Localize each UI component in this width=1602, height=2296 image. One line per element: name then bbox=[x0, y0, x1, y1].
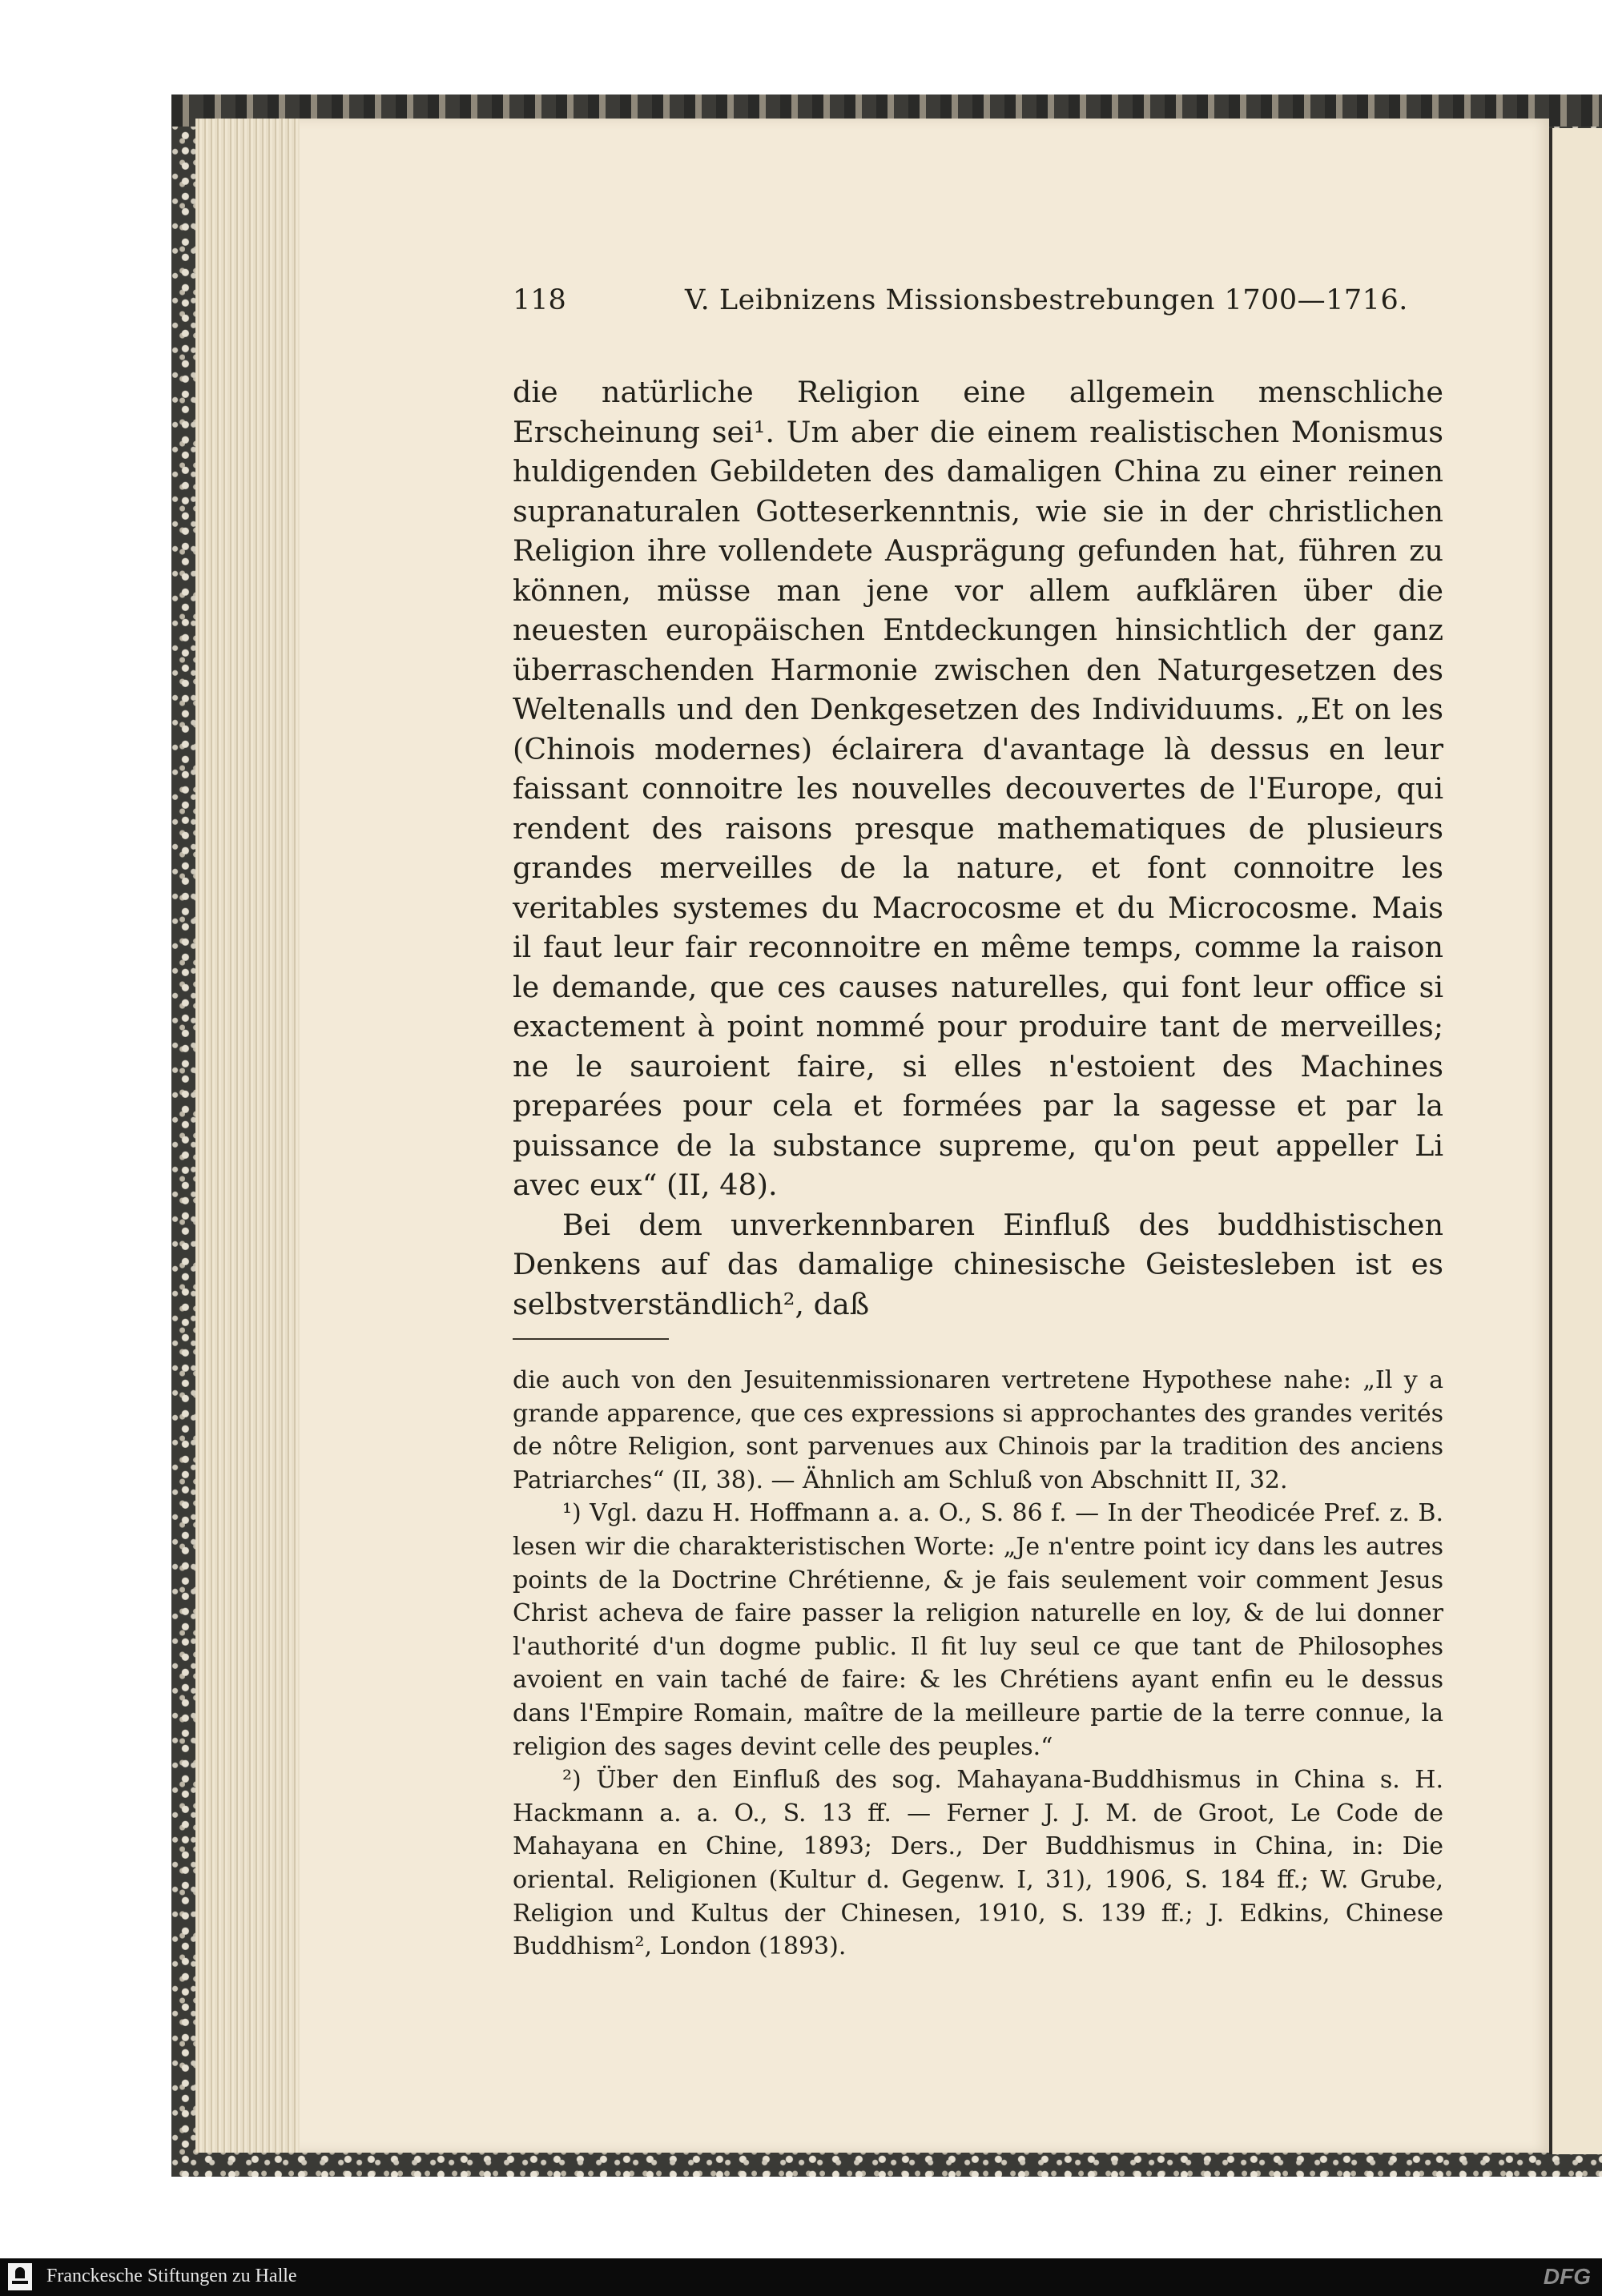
page-number: 118 bbox=[513, 284, 566, 316]
institution-name: Franckesche Stiftungen zu Halle bbox=[46, 2266, 297, 2286]
running-title: V. Leibnizens Missionsbestrebungen 1700—1716. bbox=[685, 284, 1408, 316]
footnote-2: ²) Über den Einfluß des sog. Mahayana-Buddhismus in China s. H. Hackmann a. a. O., S. 13 ff. — Ferner J. J. M. de Groot, Le Code de Mahayana en Chine, 1893; Ders., Der Buddhismus in China, in: Die oriental. Religionen (Kultur d. Gegenw. I, 31), 1906, S. 184 ff.; W. Grube, Religion und Kultus der Chinesen, 1910, S. 139 ff.; J. Edkins, Chinese Buddhism², London (1893). bbox=[513, 1766, 1443, 1961]
page-stack-edges bbox=[195, 119, 300, 2153]
footnote-divider bbox=[513, 1338, 669, 1340]
facing-page-edge bbox=[1549, 128, 1602, 2154]
dfg-logo: DFG bbox=[1543, 2264, 1591, 2289]
viewer-footer-bar bbox=[0, 2258, 1602, 2296]
footnotes bbox=[513, 1364, 1443, 1964]
body-paragraph: die natürliche Religion eine allgemein menschliche Erscheinung sei¹. Um aber die einem realistischen Monismus huldigenden Gebildeten des damaligen China zu einer reinen supranaturalen Gotteserkenntnis, wie sie in der christlichen Religion ihre vollendete Ausprägung gefunden hat, führen zu können, müsse man jene vor allem aufklären über die neuesten europäischen Entdeckungen hinsichtlich der ganz überraschenden Harmonie zwischen den Naturgesetzen des Weltenalls und den Denkgesetzen des Individuums. „Et on les (Chinois modernes) éclairera d'avantage là dessus en leur faissant connoitre les nouvelles decouvertes de l'Europe, qui rendent des raisons presque mathematiques de plusieurs grandes merveilles de la nature, et font connoitre les veritables systemes du Macrocosme et du Microcosme. Mais il faut leur fair reconnoitre en même temps, comme la raison le demande, que ces causes naturelles, qui font leur office si exactement à point nommé pour produire tant de merveilles; ne le sauroient faire, si elles n'estoient des Machines preparées pour cela et formées par la sagesse et par la puissance de la substance supreme, qu'on peut appeller Li avec eux“ (II, 48). bbox=[513, 375, 1443, 1202]
page-content bbox=[513, 284, 1443, 1964]
institution-logo-icon bbox=[8, 2263, 32, 2290]
body-paragraph: Bei dem unverkennbaren Einfluß des buddhistischen Denkens auf das damalige chinesische Geistesleben ist es selbstverständlich², daß bbox=[513, 1207, 1443, 1321]
running-header bbox=[513, 284, 1443, 332]
footnote-continuation: die auch von den Jesuitenmissionaren vertretene Hypothese nahe: „Il y a grande apparence, que ces expressions si approchantes des grandes verités de nôtre Religion, sont parvenues aux Chinois par la tradition des anciens Patriarches“ (II, 38). — Ähnlich am Schluß von Abschnitt II, 32. bbox=[513, 1366, 1443, 1494]
main-text bbox=[513, 372, 1443, 1324]
footnote-1: ¹) Vgl. dazu H. Hoffmann a. a. O., S. 86 f. — In der Theodicée Pref. z. B. lesen wir die charakteristischen Worte: „Je n'entre point icy dans les autres points de la Doctrine Chrétienne, & je fais seulement voir comment Jesus Christ acheva de faire passer la religion naturelle en loy, & de lui donner l'authorité d'un dogme public. Il fit luy seul ce que tant de Philosophes avoient en vain taché de faire: & les Chrétiens ayant enfin eu le dessus dans l'Empire Romain, maître de la meilleure partie de la terre connue, la religion des sages devint celle des peuples.“ bbox=[513, 1499, 1443, 1761]
